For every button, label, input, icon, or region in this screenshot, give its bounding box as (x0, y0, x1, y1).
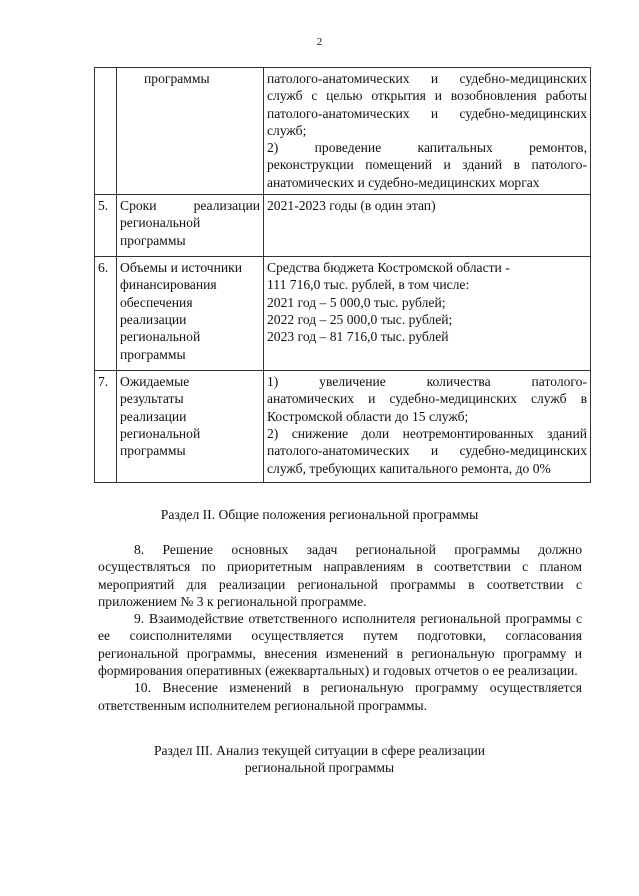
row-value-cell (264, 257, 591, 371)
section-heading-line: Раздел II. Общие положения региональной программы (160, 507, 479, 522)
table-row (95, 195, 591, 257)
row-value-line: Средства бюджета Костромской области - (267, 260, 510, 276)
table-row (95, 68, 591, 195)
paragraph: 8. Решение основных задач региональной программы должно осуществляться по приоритетным направлениям в соответствии с планом мероприятий для реализации региональной программы в соответствии с приложением № 3 к региональной программе. (98, 542, 582, 609)
row-value-line: 2) снижение доли неотремонтированных зданий (267, 425, 587, 441)
row-name-cell (117, 195, 264, 257)
row-value-line: патолого-анатомических и судебно-медицинских (267, 105, 587, 121)
row-value-line: 2) проведение капитальных ремонтов, (267, 140, 587, 156)
row-number-cell: 5. (95, 195, 117, 257)
page-number: 2 (316, 36, 323, 48)
row-value-line: 1) увеличение количества патолого- (267, 374, 587, 390)
row-name-line: программы (120, 443, 186, 459)
table-row (95, 257, 591, 371)
row-name-line: Сроки реализации (120, 198, 260, 214)
table-row (95, 371, 591, 483)
row-number-cell: 7. (95, 371, 117, 483)
row-name-line: Объемы и источники (120, 260, 243, 276)
row-value-line: 2022 год – 25 000,0 тыс. рублей; (267, 311, 453, 327)
row-name-line: программы (144, 71, 210, 86)
row-number-cell (95, 68, 117, 195)
row-value-line: патолого-анатомических и судебно-медицинских (267, 71, 587, 86)
row-name-line: реализации (120, 311, 187, 327)
row-value-cell (264, 68, 591, 195)
row-value-line: 111 716,0 тыс. рублей, в том числе: (267, 277, 470, 293)
row-name-cell (117, 257, 264, 371)
row-value-line: анатомических и судебно-медицинских служб в (267, 391, 587, 407)
row-value-line: реконструкции помещений и зданий в патолого- (267, 157, 587, 173)
row-name-cell (117, 68, 264, 195)
row-name-line: региональной (120, 329, 201, 345)
row-value-line: 2021-2023 годы (в один этап) (267, 198, 436, 214)
row-value-line: патолого-анатомических и судебно-медицинских (267, 443, 587, 459)
row-name-line: результаты (120, 391, 184, 407)
row-name-line: региональной (120, 215, 201, 231)
section-heading-line: Раздел III. Анализ текущей ситуации в сфере реализации (153, 743, 486, 758)
row-name-cell (117, 371, 264, 483)
paragraph: 9. Взаимодействие ответственного исполнителя региональной программы с ее соисполнителями осуществляется путем подготовки, согласования региональной программы, внесения изменений в региональную программу и формирования оперативных (ежеквартальных) и годовых отчетов о ее реализации. (98, 611, 582, 679)
section-3-heading (0, 742, 639, 777)
row-value-line: служб с целью открытия и возобновления работы (267, 88, 587, 104)
section-heading-line: региональной программы (244, 760, 395, 776)
row-name-line: программы (120, 346, 186, 362)
row-number-cell: 6. (95, 257, 117, 371)
row-value-line: 2023 год – 81 716,0 тыс. рублей (267, 329, 449, 345)
row-name-line: реализации (120, 408, 187, 424)
row-value-line: служб, требующих капитального ремонта, до 0% (267, 460, 551, 476)
section-2-body (98, 541, 582, 714)
row-name-line: финансирования (120, 277, 217, 293)
row-name-line: программы (120, 232, 186, 248)
row-value-line: служб; (267, 122, 307, 138)
row-value-line: анатомических и судебно-медицинских моргах (267, 174, 540, 190)
row-name-line: региональной (120, 425, 201, 441)
row-value-line: Костромской области до 15 служб; (267, 408, 469, 424)
row-name-line: обеспечения (120, 294, 193, 310)
section-2-heading (0, 506, 639, 523)
program-passport-table (94, 67, 591, 483)
row-value-cell (264, 371, 591, 483)
row-value-line: 2021 год – 5 000,0 тыс. рублей; (267, 294, 446, 310)
row-name-line: Ожидаемые (120, 374, 190, 390)
paragraph: 10. Внесение изменений в региональную программу осуществляется ответственным исполнителем региональной программы. (98, 680, 582, 713)
row-value-cell (264, 195, 591, 257)
